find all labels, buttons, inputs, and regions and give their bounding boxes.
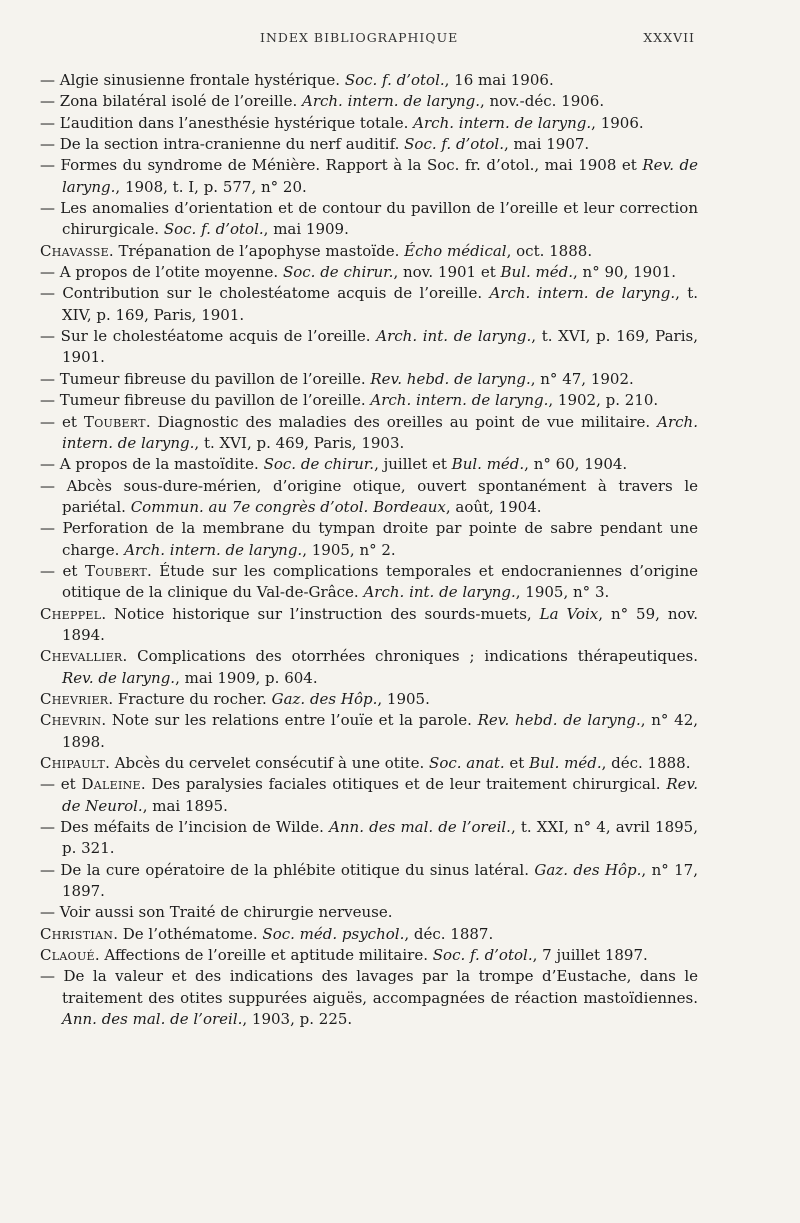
journal-title: Arch. intern. de laryng. — [413, 113, 592, 132]
journal-title: Arch. intern. de laryng. — [370, 391, 549, 410]
entry-text: — Voir aussi son Traité de chirurgie nerveuse. — [40, 903, 393, 922]
entry-text: , t. XIV, p. 169, Paris, 1901. — [62, 284, 698, 324]
bibliography-entry — [40, 262, 698, 283]
entry-text: , n° 90, 1901. — [573, 263, 677, 282]
entry-text: . Trépanation de l’apophyse mastoïde. — [108, 241, 405, 260]
entry-text: — De la cure opératoire de la phlébite otitique du sinus latéral. — [40, 860, 535, 879]
entry-text: et — [504, 754, 530, 772]
entry-text: , 1903, p. 225. — [242, 1010, 353, 1029]
bibliography-entry — [40, 604, 698, 647]
bibliography-entry — [40, 860, 698, 903]
entry-text: . Fracture du rocher. — [108, 689, 272, 708]
entry-text: . Affections de l’oreille et aptitude militaire. — [94, 946, 433, 965]
journal-title: Soc. de chirur. — [263, 455, 375, 474]
bibliography-entry — [40, 902, 698, 923]
journal-title: Arch. intern. de laryng. — [124, 540, 303, 559]
journal-title: Soc. f. d’otol. — [432, 946, 533, 965]
author-name: Cheppel — [40, 604, 102, 623]
journal-title: Soc. anat. — [429, 754, 505, 772]
bibliography-entry — [40, 753, 698, 774]
entry-text: , oct. 1888. — [506, 241, 593, 260]
bibliography-entry — [40, 945, 698, 966]
entry-text: — De la valeur et des indications des lavages par la trompe d’Eustache, dans le traitement des otites suppurées aiguës, accompagnées de réaction mastoïdiennes. — [40, 967, 698, 1007]
bibliography-entry — [40, 924, 698, 945]
entry-text: , 1905. — [377, 689, 430, 708]
journal-title: Rev. de laryng. — [62, 156, 698, 196]
journal-title: Gaz. des Hôp. — [534, 860, 642, 879]
bibliography-entry — [40, 774, 698, 817]
entry-text: , t. XVI, p. 469, Paris, 1903. — [194, 433, 405, 452]
entry-text: — et — [40, 412, 84, 431]
bibliography-entry — [40, 241, 698, 262]
entry-text: . Notice historique sur l’instruction des sourds-muets, — [101, 604, 540, 623]
running-header — [260, 30, 695, 45]
entry-text: , déc. 1888. — [601, 754, 691, 772]
journal-title: Rev. de Neurol. — [62, 775, 698, 815]
entry-text: — Abcès sous-dure-mérien, d’origine otique, ouvert spontanément à travers le pariétal. — [40, 476, 698, 516]
entry-text: . Complications des otorrhées chroniques ; indications thérapeutiques. — [122, 647, 698, 666]
journal-title: Bul. méd. — [451, 455, 525, 474]
entry-text: , 1905, n° 2. — [302, 540, 396, 559]
entry-text: — L’audition dans l’anesthésie hystérique totale. — [40, 113, 414, 132]
entry-text: — Tumeur fibreuse du pavillon de l’oreille. — [40, 369, 371, 388]
bibliography-entry — [40, 412, 698, 455]
page-number: XXXVII — [643, 30, 695, 45]
entry-text: , 1905, n° 3. — [515, 583, 610, 602]
entry-text: , 16 mai 1906. — [444, 71, 554, 89]
journal-title: Arch. int. de laryng. — [363, 583, 516, 602]
author-name: Chevrier — [40, 689, 109, 708]
author-name: Daleine — [81, 775, 141, 794]
bibliography-entry — [40, 198, 698, 241]
author-name: Chavasse — [40, 241, 109, 260]
author-name: Claoué — [40, 946, 95, 965]
author-name: Chipault — [40, 754, 106, 772]
entry-text: , juillet et — [374, 455, 452, 474]
bibliography-entry — [40, 710, 698, 753]
bibliography-entry — [40, 966, 698, 1030]
author-name: Chevrin — [40, 711, 102, 730]
entry-text: , mai 1909. — [263, 220, 349, 239]
entry-text: , n° 17, 1897. — [62, 860, 698, 901]
bibliography-entry — [40, 454, 698, 475]
entry-text: . Abcès du cervelet consécutif à une otite. — [105, 754, 430, 772]
bibliography-entry — [40, 817, 698, 860]
entry-text: , n° 47, 1902. — [530, 369, 634, 388]
entry-text: — Algie sinusienne frontale hystérique. — [40, 71, 345, 89]
entry-text: — Les anomalies d’orientation et de contour du pavillon de l’oreille et leur correction chirurgicale. — [40, 199, 698, 239]
author-name: Toubert — [85, 561, 147, 580]
entry-text: . Étude sur les complications temporales et endocraniennes d’origine otitique de la clinique du Val-de-Grâce. — [62, 561, 698, 602]
entry-text: . Note sur les relations entre l’ouïe et la parole. — [101, 711, 478, 730]
journal-title: Commun. au 7e congrès d’otol. Bordeaux — [130, 497, 446, 516]
bibliography-entry — [40, 476, 698, 519]
bibliography-entry — [40, 155, 698, 198]
journal-title: Gaz. des Hôp. — [271, 689, 378, 708]
entry-text: — Formes du syndrome de Ménière. Rapport à la Soc. fr. d’otol., mai 1908 et — [40, 156, 643, 175]
author-name: Toubert — [83, 412, 146, 431]
bibliography-entry — [40, 390, 698, 411]
bibliography-entry — [40, 561, 698, 604]
entry-text: , t. XXI, n° 4, avril 1895, p. 321. — [62, 818, 698, 858]
entry-text: — Contribution sur le cholestéatome acquis de l’oreille. — [40, 284, 490, 303]
entry-text: , n° 59, nov. 1894. — [62, 604, 698, 644]
bibliography-entry — [40, 134, 698, 155]
journal-title: Ann. des mal. de l’oreil. — [62, 1010, 243, 1029]
journal-title: Arch. int. de laryng. — [376, 327, 532, 346]
entry-text: , déc. 1887. — [404, 924, 494, 943]
entry-text: , 1902, p. 210. — [548, 391, 659, 410]
journal-title: Soc. f. d’otol. — [404, 135, 504, 154]
journal-title: La Voix — [539, 604, 599, 623]
journal-title: Rev. hebd. de laryng. — [477, 711, 641, 730]
journal-title: Ann. des mal. de l’oreil. — [329, 818, 511, 837]
entry-text: , t. XVI, p. 169, Paris, 1901. — [62, 327, 698, 367]
bibliography-entry — [40, 91, 698, 112]
bibliography-entry — [40, 646, 698, 689]
entry-text: , nov.-déc. 1906. — [479, 92, 605, 111]
entry-text: — A propos de l’otite moyenne. — [40, 263, 283, 282]
entry-text: — Tumeur fibreuse du pavillon de l’oreille. — [40, 391, 371, 410]
bibliography-entry — [40, 326, 698, 369]
entry-text: , 1908, t. I, p. 577, n° 20. — [115, 177, 307, 196]
bibliography-entry — [40, 70, 698, 91]
running-title: INDEX BIBLIOGRAPHIQUE — [260, 30, 459, 45]
entry-text: — et — [40, 775, 82, 794]
journal-title: Bul. méd. — [529, 754, 602, 772]
journal-title: Arch. intern. de laryng. — [489, 284, 676, 303]
entry-text: , 7 juillet 1897. — [532, 946, 648, 965]
entry-text: , n° 60, 1904. — [524, 455, 628, 474]
entry-text: . Diagnostic des maladies des oreilles au point de vue militaire. — [145, 412, 658, 431]
entry-text: — Zona bilatéral isolé de l’oreille. — [40, 92, 302, 111]
entry-text: — Perforation de la membrane du tympan droite par pointe de sabre pendant une charge. — [40, 519, 698, 559]
entry-text: — De la section intra-cranienne du nerf auditif. — [40, 135, 405, 154]
journal-title: Soc. de chirur. — [282, 263, 394, 282]
journal-title: Écho médical — [404, 241, 507, 260]
journal-title: Arch. intern. de laryng. — [62, 412, 698, 452]
entry-text: , nov. 1901 et — [393, 263, 501, 282]
entry-text: , mai 1907. — [503, 135, 590, 154]
author-name: Christian — [40, 924, 114, 943]
bibliography-list — [40, 70, 698, 1030]
journal-title: Soc. méd. psychol. — [262, 924, 405, 943]
entry-text: , août, 1904. — [445, 497, 542, 516]
journal-title: Bul. méd. — [500, 263, 574, 282]
entry-text: — Des méfaits de l’incision de Wilde. — [40, 818, 330, 837]
bibliography-entry — [40, 689, 698, 710]
entry-text: — A propos de la mastoïdite. — [40, 455, 264, 474]
bibliography-entry — [40, 113, 698, 134]
entry-text: . De l’othématome. — [113, 924, 263, 943]
bibliography-entry — [40, 518, 698, 561]
entry-text: — Sur le cholestéatome acquis de l’oreille. — [40, 327, 377, 346]
bibliography-entry — [40, 369, 698, 390]
entry-text: , n° 42, 1898. — [62, 711, 699, 751]
journal-title: Rev. hebd. de laryng. — [370, 369, 531, 388]
entry-text: — et — [40, 561, 86, 580]
entry-text: , mai 1909, p. 604. — [175, 668, 318, 687]
journal-title: Soc. f. d’otol. — [344, 71, 445, 89]
journal-title: Rev. de laryng. — [62, 668, 176, 687]
entry-text: . Des paralysies faciales otitiques et de leur traitement chirurgical. — [140, 775, 667, 794]
journal-title: Arch. intern. de laryng. — [301, 92, 480, 111]
journal-title: Soc. f. d’otol. — [163, 220, 264, 239]
author-name: Chevallier — [40, 647, 123, 666]
entry-text: , mai 1895. — [142, 796, 228, 815]
bibliography-entry — [40, 283, 698, 326]
entry-text: , 1906. — [591, 113, 644, 132]
